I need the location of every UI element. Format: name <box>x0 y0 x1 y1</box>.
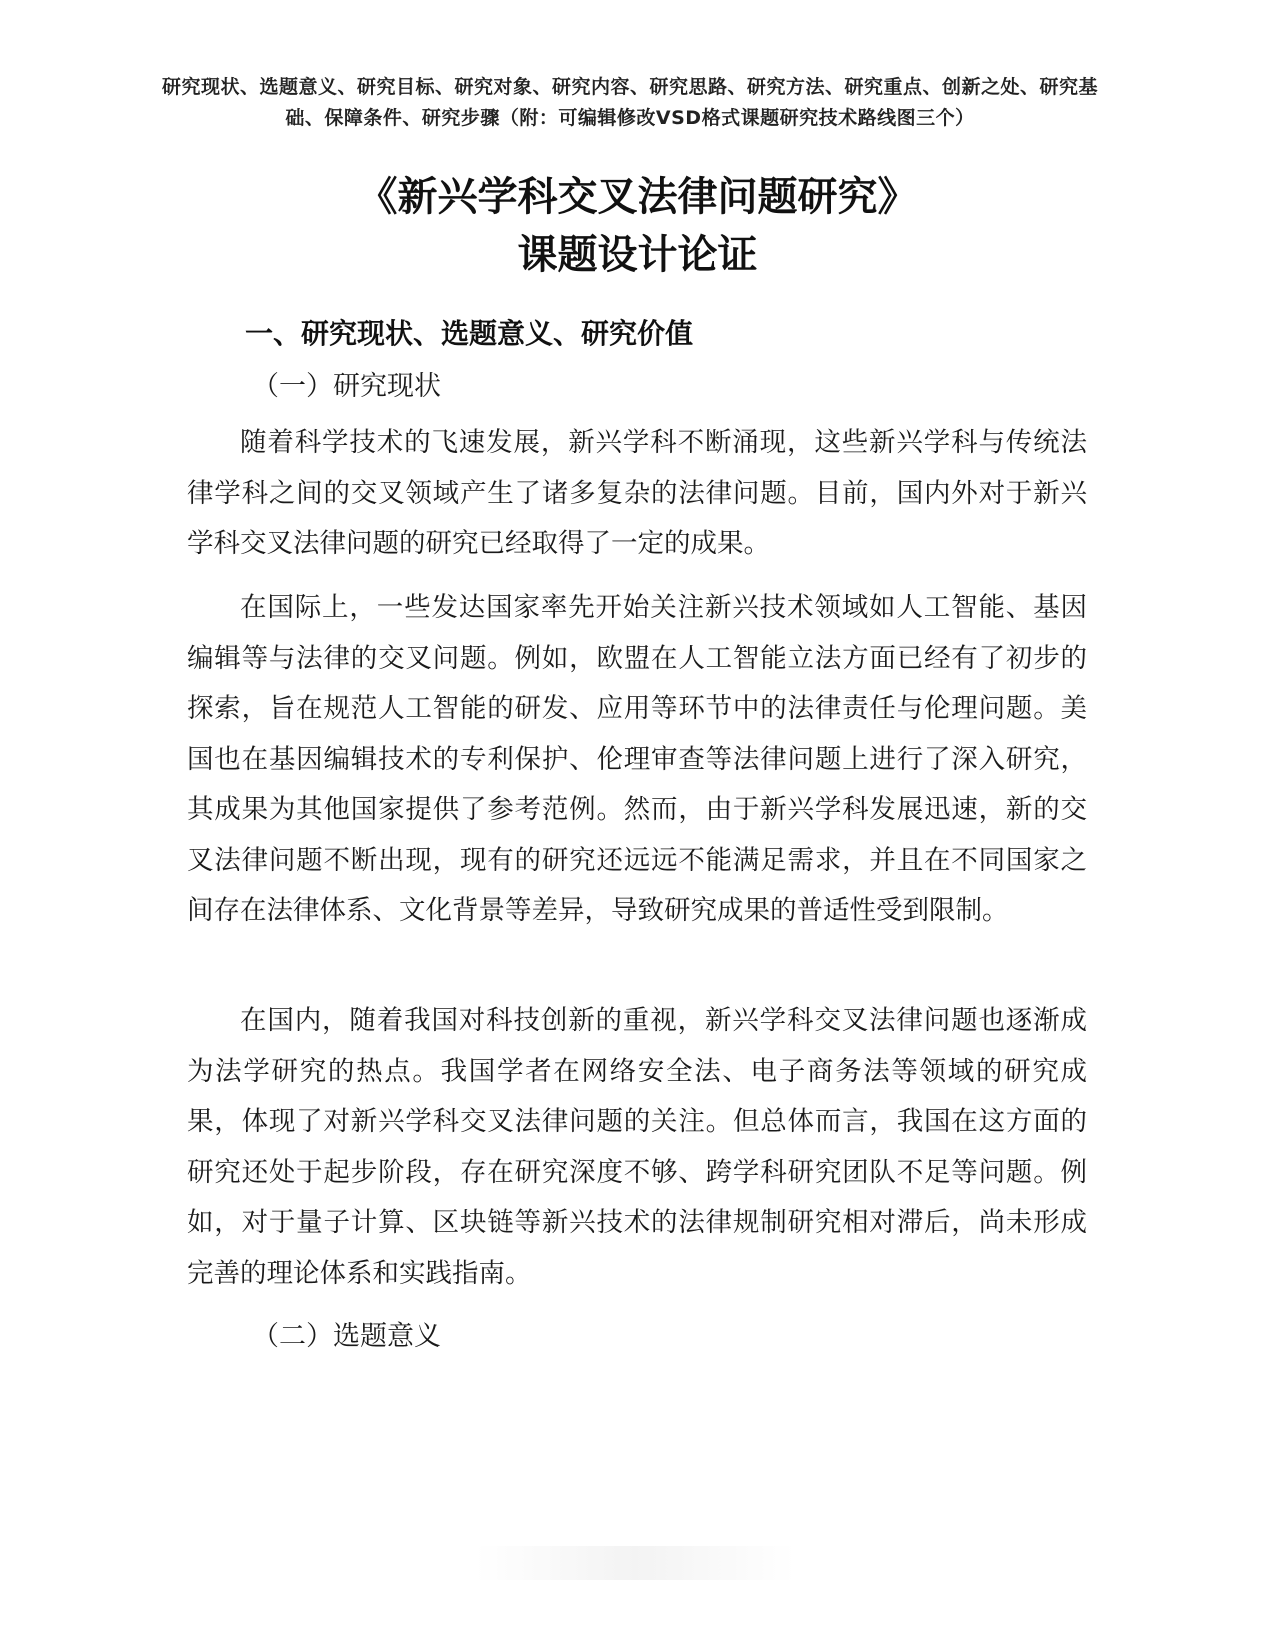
faint-watermark <box>475 1546 795 1580</box>
document-title-line-2: 课题设计论证 <box>517 232 758 278</box>
paragraph-3: 在国内，随着我国对科技创新的重视，新兴学科交叉法律问题也逐渐成为法学研究的热点。我国学者在网络安全法、电子商务法等领域的研究成果，体现了对新兴学科交叉法律问题的关注。但总体而言，我国在这方面的研究还处于起步阶段，存在研究深度不够、跨学科研究团队不足等问题。例如，对于量子计算、区块链等新兴技术的法律规制研究相对滞后，尚未形成完善的理论体系和实践指南。 <box>187 1005 1087 1289</box>
paragraph-2: 在国际上，一些发达国家率先开始关注新兴技术领域如人工智能、基因编辑等与法律的交叉问题。例如，欧盟在人工智能立法方面已经有了初步的探索，旨在规范人工智能的研发、应用等环节中的法律责任与伦理问题。美国也在基因编辑技术的专利保护、伦理审查等法律问题上进行了深入研究，其成果为其他国家提供了参考范例。然而，由于新兴学科发展迅速，新的交叉法律问题不断出现，现有的研究还远远不能满足需求，并且在不同国家之间存在法律体系、文化背景等差异，导致研究成果的普适性受到限制。 <box>187 592 1087 926</box>
document-title <box>100 168 1175 284</box>
header-note: 研究现状、选题意义、研究目标、研究对象、研究内容、研究思路、研究方法、研究重点、创新之处、研究基础、保障条件、研究步骤（附：可编辑修改VSD格式课题研究技术路线图三个） <box>161 76 1098 129</box>
subsection-heading-topic-significance: （二）选题意义 <box>252 1321 441 1352</box>
paragraph-1: 随着科学技术的飞速发展，新兴学科不断涌现，这些新兴学科与传统法律学科之间的交叉领域产生了诸多复杂的法律问题。目前，国内外对于新兴学科交叉法律问题的研究已经取得了一定的成果。 <box>187 427 1087 559</box>
section-heading-1: 一、研究现状、选题意义、研究价值 <box>245 317 694 350</box>
subsection-heading-research-status: （一）研究现状 <box>252 371 441 402</box>
document-title-line-1: 《新兴学科交叉法律问题研究》 <box>357 174 918 220</box>
